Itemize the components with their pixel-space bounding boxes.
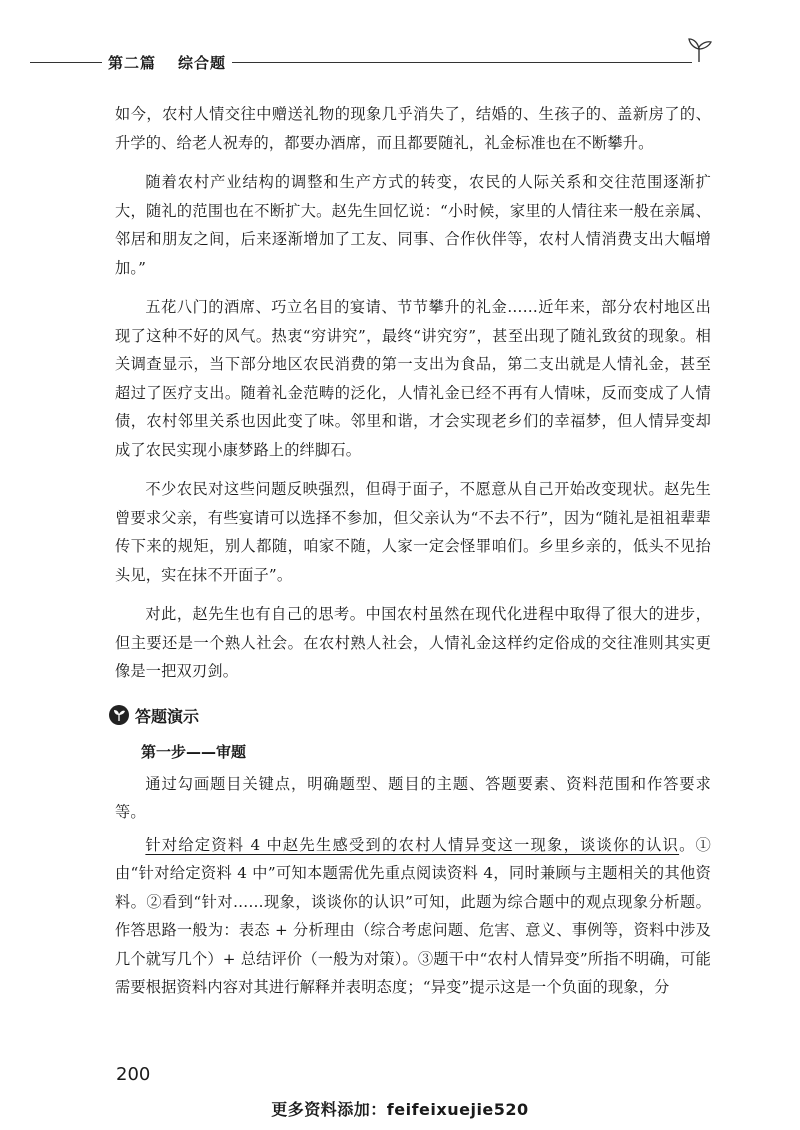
page-header [0, 52, 800, 72]
question-analysis: 。①由“针对给定资料 4 中”可知本题需优先重点阅读资料 4，同时兼顾与主题相关的其他资料。②看到“针对……现象，谈谈你的认识”可知，此题为综合题中的观点现象分析题。作答思路一般为：表态 + 分析理由（综合考虑问题、危害、意义、事例等，资料中涉及几个就写几个）+ 总结评价（一般为对策）。③题干中“农村人情异变”所指不明确，可能需要根据资料内容对其进行解释并表明态度；“异变”提示这是一个负面的现象，分 [115, 835, 711, 996]
watermark-text: 更多资料添加：feifeixuejie520 [271, 1100, 529, 1119]
chapter-label: 第二篇 [108, 54, 157, 72]
paragraph-3: 五花八门的酒席、巧立名目的宴请、节节攀升的礼金……近年来，部分农村地区出现了这种不好的风气。热衷“穷讲究”，最终“讲究穷”，甚至出现了随礼致贫的现象。相关调查显示，当下部分地区农民消费的第一支出为食品，第二支出就是人情礼金，甚至超过了医疗支出。随着礼金范畴的泛化，人情礼金已经不再有人情味，反而变成了人情债，农村邻里关系也因此变了味。邻里和谐，才会实现老乡们的幸福梦，但人情异变却成了农民实现小康梦路上的绊脚石。 [115, 298, 711, 459]
header-rule-right [232, 62, 692, 63]
paragraph-4: 不少农民对这些问题反映强烈，但碍于面子，不愿意从自己开始改变现状。赵先生曾要求父亲，有些宴请可以选择不参加，但父亲认为“不去不行”，因为“随礼是祖祖辈辈传下来的规矩，别人都随，咱家不随，人家一定会怪罪咱们。乡里乡亲的，低头不见抬头见，实在抹不开面子”。 [115, 480, 711, 584]
answer-demo-heading [109, 704, 711, 727]
sprout-icon [684, 34, 714, 64]
page-number: 200 [116, 1064, 151, 1085]
paragraph-5: 对此，赵先生也有自己的思考。中国农村虽然在现代化进程中取得了很大的进步，但主要还是一个熟人社会。在农村熟人社会，人情礼金这样约定俗成的交往准则其实更像是一把双刃剑。 [115, 605, 711, 680]
question-underlined: 针对给定资料 4 中赵先生感受到的农村人情异变这一现象，谈谈你的认识 [145, 835, 680, 854]
answer-demo-title: 答题演示 [135, 706, 200, 726]
page-content [115, 100, 711, 1002]
header-rule-left [30, 62, 102, 63]
paragraph-1: 如今，农村人情交往中赠送礼物的现象几乎消失了，结婚的、生孩子的、盖新房了的、升学的、给老人祝寿的，都要办酒席，而且都要随礼，礼金标准也在不断攀升。 [115, 105, 711, 152]
paragraph-2: 随着农村产业结构的调整和生产方式的转变，农民的人际关系和交往范围逐渐扩大，随礼的范围也在不断扩大。赵先生回忆说：“小时候，家里的人情往来一般在亲属、邻居和朋友之间，后来逐渐增加了工友、同事、合作伙伴等，农村人情消费支出大幅增加。” [115, 173, 711, 277]
step-1-analysis [115, 831, 711, 1002]
section-label: 综合题 [178, 54, 227, 72]
leaf-badge-icon [109, 705, 129, 725]
step-1-intro: 通过勾画题目关键点，明确题型、题目的主题、答题要素、资料范围和作答要求等。 [115, 774, 711, 821]
step-1-title: 第一步——审题 [141, 742, 247, 761]
